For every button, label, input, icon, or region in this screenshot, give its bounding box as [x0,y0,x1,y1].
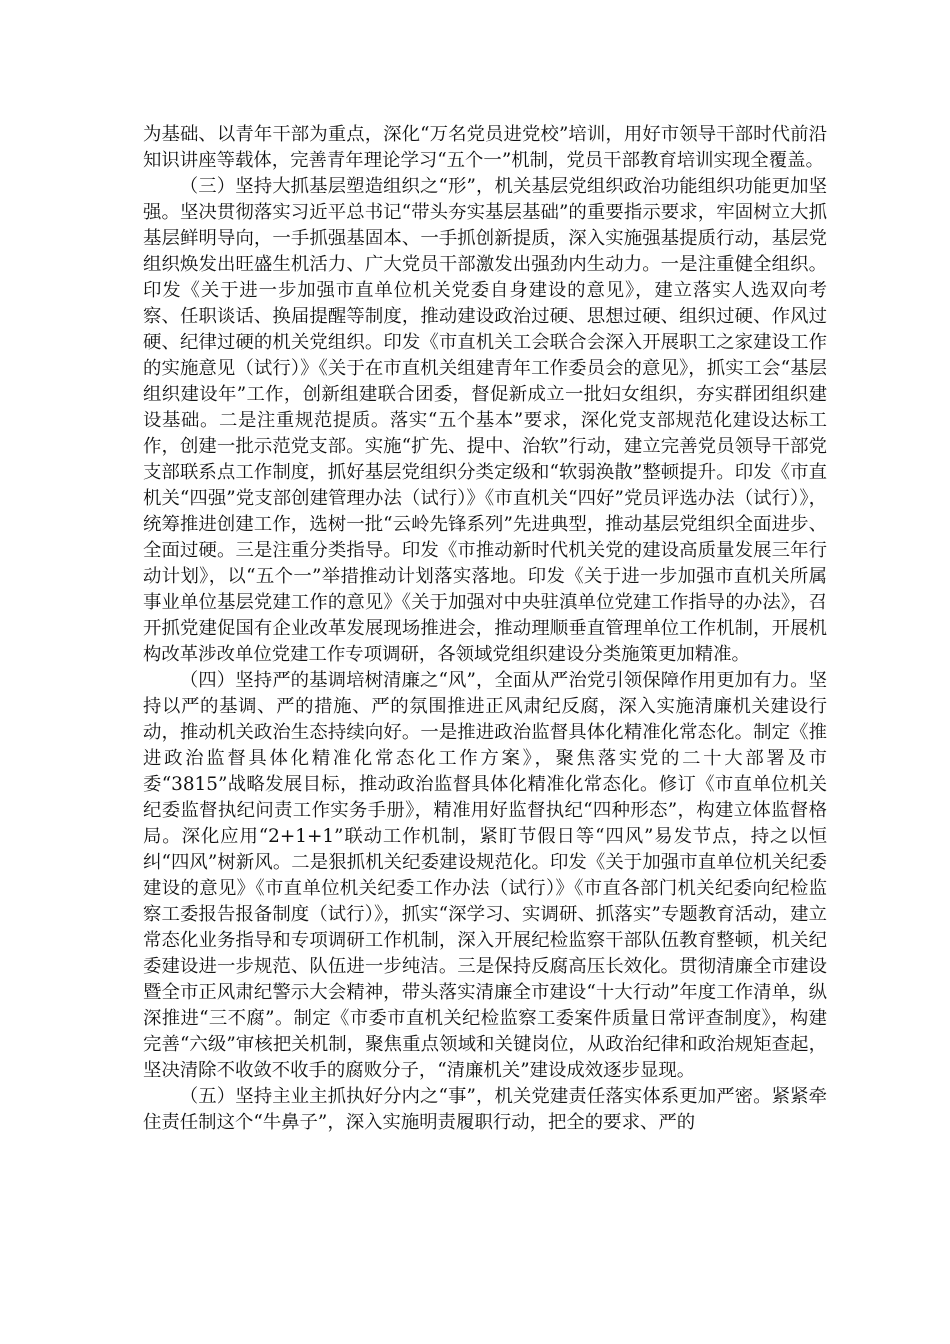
paragraph-2: （三）坚持大抓基层塑造组织之“形”，机关基层党组织政治功能组织功能更加坚强。坚决贯彻落实习近平总书记“带头夯实基层基础”的重要指示要求，牢固树立大抓基层鲜明导向，一手抓强基固本、一手抓创新提质，深入实施强基提质行动，基层党组织焕发出旺盛生机活力、广大党员干部激发出强劲内生动力。一是注重健全组织。印发《关于进一步加强市直单位机关党委自身建设的意见》，建立落实人选双向考察、任职谈话、换届提醒等制度，推动建设政治过硬、思想过硬、组织过硬、作风过硬、纪律过硬的机关党组织。印发《市直机关工会联合会深入开展职工之家建设工作的实施意见（试行）》《关于在市直机关组建青年工作委员会的意见》，抓实工会“基层组织建设年”工作，创新组建联合团委，督促新成立一批妇女组织，夯实群团组织建设基础。二是注重规范提质。落实“五个基本”要求，深化党支部规范化建设达标工作，创建一批示范党支部。实施“扩先、提中、治软”行动，建立完善党员领导干部党支部联系点工作制度，抓好基层党组织分类定级和“软弱涣散”整顿提升。印发《市直机关“四强”党支部创建管理办法（试行）》《市直机关“四好”党员评选办法（试行）》，统筹推进创建工作，选树一批“云岭先锋系列”先进典型，推动基层党组织全面进步、全面过硬。三是注重分类指导。印发《市推动新时代机关党的建设高质量发展三年行动计划》，以“五个一”举措推动计划落实落地。印发《关于进一步加强市直机关所属事业单位基层党建工作的意见》《关于加强对中央驻滇单位党建工作指导的办法》，召开抓党建促国有企业改革发展现场推进会，推动理顺垂直管理单位工作机制，开展机构改革涉改单位党建工作专项调研，各领域党组织建设分类施策更加精准。 [143,176,827,665]
paragraph-1: 为基础、以青年干部为重点，深化“万名党员进党校”培训，用好市领导干部时代前沿知识讲座等载体，完善青年理论学习“五个一”机制，党员干部教育培训实现全覆盖。 [143,124,827,171]
paragraph-3: （四）坚持严的基调培树清廉之“风”，全面从严治党引领保障作用更加有力。坚持以严的基调、严的措施、严的氛围推进正风肃纪反腐，深入实施清廉机关建设行动，推动机关政治生态持续向好。一是推进政治监督具体化精准化常态化。制定《推进政治监督具体化精准化常态化工作方案》，聚焦落实党的二十大部署及市委“3815”战略发展目标，推动政治监督具体化精准化常态化。修订《市直单位机关纪委监督执纪问责工作实务手册》，精准用好监督执纪“四种形态”，构建立体监督格局。深化应用“2+1+1”联动工作机制，紧盯节假日等“四风”易发节点，持之以恒纠“四风”树新风。二是狠抓机关纪委建设规范化。印发《关于加强市直单位机关纪委建设的意见》《市直单位机关纪委工作办法（试行）》《市直各部门机关纪委向纪检监察工委报告报备制度（试行）》，抓实“深学习、实调研、抓落实”专题教育活动，建立常态化业务指导和专项调研工作机制，深入开展纪检监察干部队伍教育整顿，机关纪委建设进一步规范、队伍进一步纯洁。三是保持反腐高压长效化。贯彻清廉全市建设暨全市正风肃纪警示大会精神，带头落实清廉全市建设“十大行动”年度工作清单，纵深推进“三不腐”。制定《市委市直机关纪检监察工委案件质量日常评查制度》，构建完善“六级”审核把关机制，聚焦重点领域和关键岗位，从政治纪律和政治规矩查起，坚决清除不收敛不收手的腐败分子，“清廉机关”建设成效逐步显现。 [143,670,827,1081]
paragraph-4: （五）坚持主业主抓执好分内之“事”，机关党建责任落实体系更加严密。紧紧牵住责任制这个“牛鼻子”，深入实施明责履职行动，把全的要求、严的 [143,1086,827,1133]
document-page [143,122,827,1136]
